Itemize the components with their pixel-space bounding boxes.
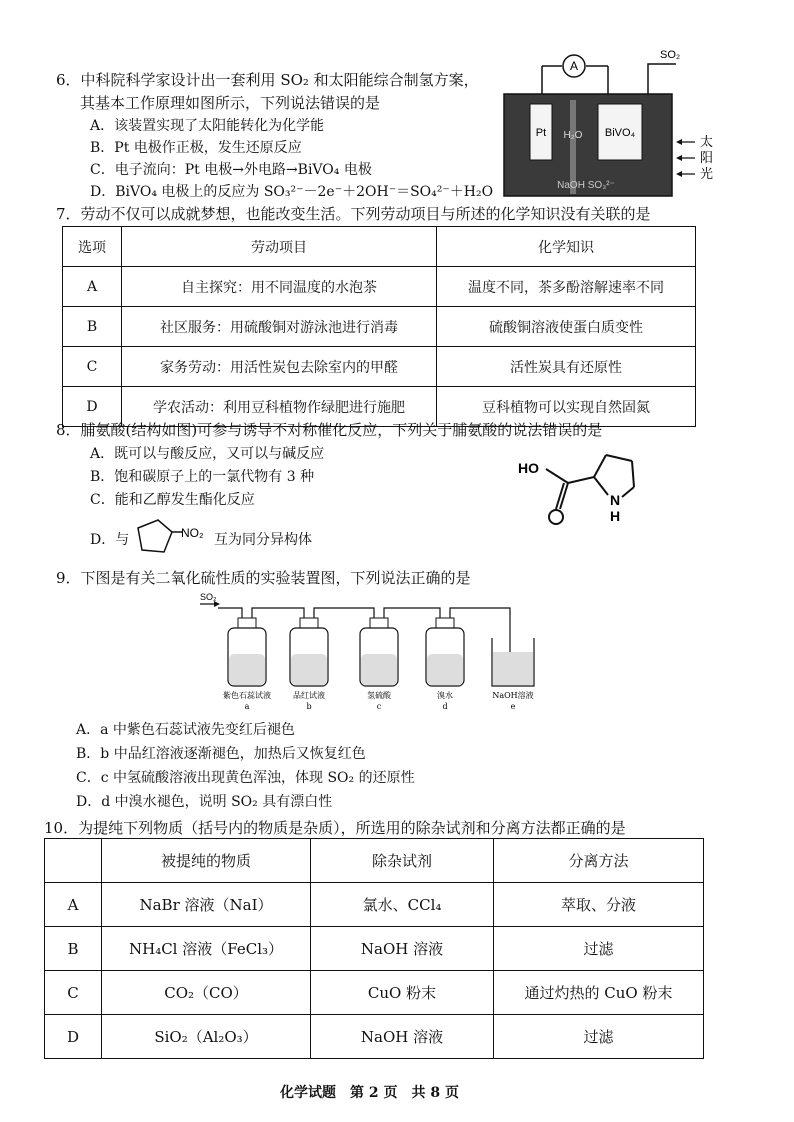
q10-header-substance: 被提纯的物质 xyxy=(102,839,311,883)
ammeter-label: A xyxy=(569,59,579,73)
sun-label-3: 光 xyxy=(700,167,714,182)
bottle-d xyxy=(426,618,464,686)
membrane-label: H₂O xyxy=(563,130,583,141)
q10-cell: NH₄Cl 溶液（FeCl₃） xyxy=(102,927,311,971)
q7-cell: 社区服务：用硫酸铜对游泳池进行消毒 xyxy=(122,307,437,347)
so2-apparatus-diagram xyxy=(196,588,556,714)
q10-cell: NaBr 溶液（NaI） xyxy=(102,883,311,927)
q8-option-c: C．能和乙醇发生酯化反应 xyxy=(90,492,255,508)
q10-cell: 过滤 xyxy=(494,1015,704,1059)
bivo4-electrode-label: BiVO₄ xyxy=(604,127,636,139)
q10-cell: NaOH 溶液 xyxy=(311,927,494,971)
q7-cell: 学农活动：利用豆科植物作绿肥进行施肥 xyxy=(122,387,437,427)
q8-option-d-suffix: 互为同分异构体 xyxy=(214,532,312,548)
q10-cell: D xyxy=(45,1015,102,1059)
q7-cell: 自主探究：用不同温度的水泡茶 xyxy=(122,267,437,307)
q6-option-d: D．BiVO₄ 电极上的反应为 SO₃²⁻－2e⁻＋2OH⁻＝SO₄²⁻＋H₂O xyxy=(90,184,494,200)
q8-option-d-prefix: D．与 xyxy=(90,532,130,548)
q10-cell: SiO₂（Al₂O₃） xyxy=(102,1015,311,1059)
proline-h-label: H xyxy=(610,508,621,524)
q7-cell: 豆科植物可以实现自然固氮 xyxy=(437,387,696,427)
bottle-c xyxy=(360,618,398,686)
bottle-b xyxy=(290,618,328,686)
table-row xyxy=(63,347,696,387)
q7-cell: 家务劳动：用活性炭包去除室内的甲醛 xyxy=(122,347,437,387)
bottle-b-label: 品红试液 xyxy=(293,691,325,700)
q7-cell: D xyxy=(63,387,122,427)
beaker-e-label: NaOH溶液 xyxy=(492,691,534,700)
bottle-d-label: 溴水 xyxy=(437,691,453,700)
q9-option-d: D．d 中溴水褪色，说明 SO₂ 具有漂白性 xyxy=(76,794,333,810)
q7-header-option: 选项 xyxy=(63,227,122,267)
q9-option-a: A．a 中紫色石蕊试液先变红后褪色 xyxy=(76,722,295,738)
q10-cell: CuO 粉末 xyxy=(311,971,494,1015)
q7-cell: 温度不同，茶多酚溶解速率不同 xyxy=(437,267,696,307)
q6-stem-line1: 6．中科院科学家设计出一套利用 SO₂ 和太阳能综合制氢方案， xyxy=(56,71,479,89)
bottle-a-label: 紫色石蕊试液 xyxy=(223,691,271,700)
proline-structure xyxy=(512,445,662,535)
page-footer: 化学试题 第 2 页 共 8 页 xyxy=(280,1085,459,1101)
q6-option-c: C．电子流向：Pt 电极→外电路→BiVO₄ 电极 xyxy=(90,162,372,178)
apparatus-gas-label: SO₂ xyxy=(200,592,217,602)
sun-label-1: 太 xyxy=(700,135,714,150)
q8-stem: 8．脯氨酸(结构如图)可参与诱导不对称催化反应，下列关于脯氨酸的说法错误的是 xyxy=(56,421,603,439)
proline-ho-label: HO xyxy=(518,460,539,476)
q8-option-a: A．既可以与酸反应，又可以与碱反应 xyxy=(90,446,325,462)
bottle-c-label: 氢硫酸 xyxy=(367,691,391,700)
q6-option-b: B．Pt 电极作正极，发生还原反应 xyxy=(90,140,302,156)
bottle-a-letter: a xyxy=(244,702,250,711)
table-row xyxy=(45,927,704,971)
beaker-e xyxy=(492,638,534,686)
table-row xyxy=(63,307,696,347)
q7-stem: 7．劳动不仅可以成就梦想，也能改变生活。下列劳动项目与所述的化学知识没有关联的是 xyxy=(56,205,651,223)
q8-option-b: B．饱和碳原子上的一氯代物有 3 种 xyxy=(90,469,315,485)
table-row xyxy=(45,971,704,1015)
q10-stem: 10．为提纯下列物质（括号内的物质是杂质），所选用的除杂试剂和分离方法都正确的是 xyxy=(44,819,626,837)
sun-label-2: 阳 xyxy=(700,151,714,166)
q7-table xyxy=(62,226,696,427)
q6-stem-line2: 其基本工作原理如图所示，下列说法错误的是 xyxy=(80,94,381,112)
q6-option-a: A．该装置实现了太阳能转化为化学能 xyxy=(90,118,325,134)
q7-header-knowledge: 化学知识 xyxy=(437,227,696,267)
q10-cell: 过滤 xyxy=(494,927,704,971)
q7-cell: 活性炭具有还原性 xyxy=(437,347,696,387)
q7-header-labor: 劳动项目 xyxy=(122,227,437,267)
table-row xyxy=(45,1015,704,1059)
bottle-c-letter: c xyxy=(376,702,382,711)
q10-cell: A xyxy=(45,883,102,927)
q7-cell: B xyxy=(63,307,122,347)
so2-inlet-label: SO₂ xyxy=(660,49,681,61)
q7-cell: C xyxy=(63,347,122,387)
table-row xyxy=(45,883,704,927)
bottle-b-letter: b xyxy=(306,702,312,711)
proline-n-label: N xyxy=(610,492,621,508)
q7-cell: 硫酸铜溶液使蛋白质变性 xyxy=(437,307,696,347)
q10-table xyxy=(44,838,704,1059)
q10-cell: 氯水、CCl₄ xyxy=(311,883,494,927)
q10-cell: NaOH 溶液 xyxy=(311,1015,494,1059)
electrolyte-label: NaOH SO₃²⁻ xyxy=(557,180,615,191)
q10-header-reagent: 除杂试剂 xyxy=(311,839,494,883)
q10-header-method: 分离方法 xyxy=(494,839,704,883)
q10-cell: 萃取、分液 xyxy=(494,883,704,927)
q7-cell: A xyxy=(63,267,122,307)
q9-option-c: C．c 中氢硫酸溶液出现黄色浑浊，体现 SO₂ 的还原性 xyxy=(76,770,415,786)
q9-option-b: B．b 中品红溶液逐渐褪色，加热后又恢复红色 xyxy=(76,746,366,762)
q10-cell: CO₂（CO） xyxy=(102,971,311,1015)
q10-cell: B xyxy=(45,927,102,971)
q10-cell: C xyxy=(45,971,102,1015)
bottle-d-letter: d xyxy=(442,702,448,711)
pt-electrode-label: Pt xyxy=(535,127,547,139)
beaker-e-letter: e xyxy=(510,702,516,711)
cyclopentyl-nitro-structure xyxy=(128,516,218,556)
q9-stem: 9．下图是有关二氧化硫性质的实验装置图，下列说法正确的是 xyxy=(56,569,471,587)
bottle-a xyxy=(228,618,266,686)
q10-header-blank xyxy=(45,839,102,883)
no2-label: NO₂ xyxy=(181,526,204,540)
q6-cell-diagram xyxy=(500,42,720,200)
table-row xyxy=(63,267,696,307)
q10-cell: 通过灼热的 CuO 粉末 xyxy=(494,971,704,1015)
